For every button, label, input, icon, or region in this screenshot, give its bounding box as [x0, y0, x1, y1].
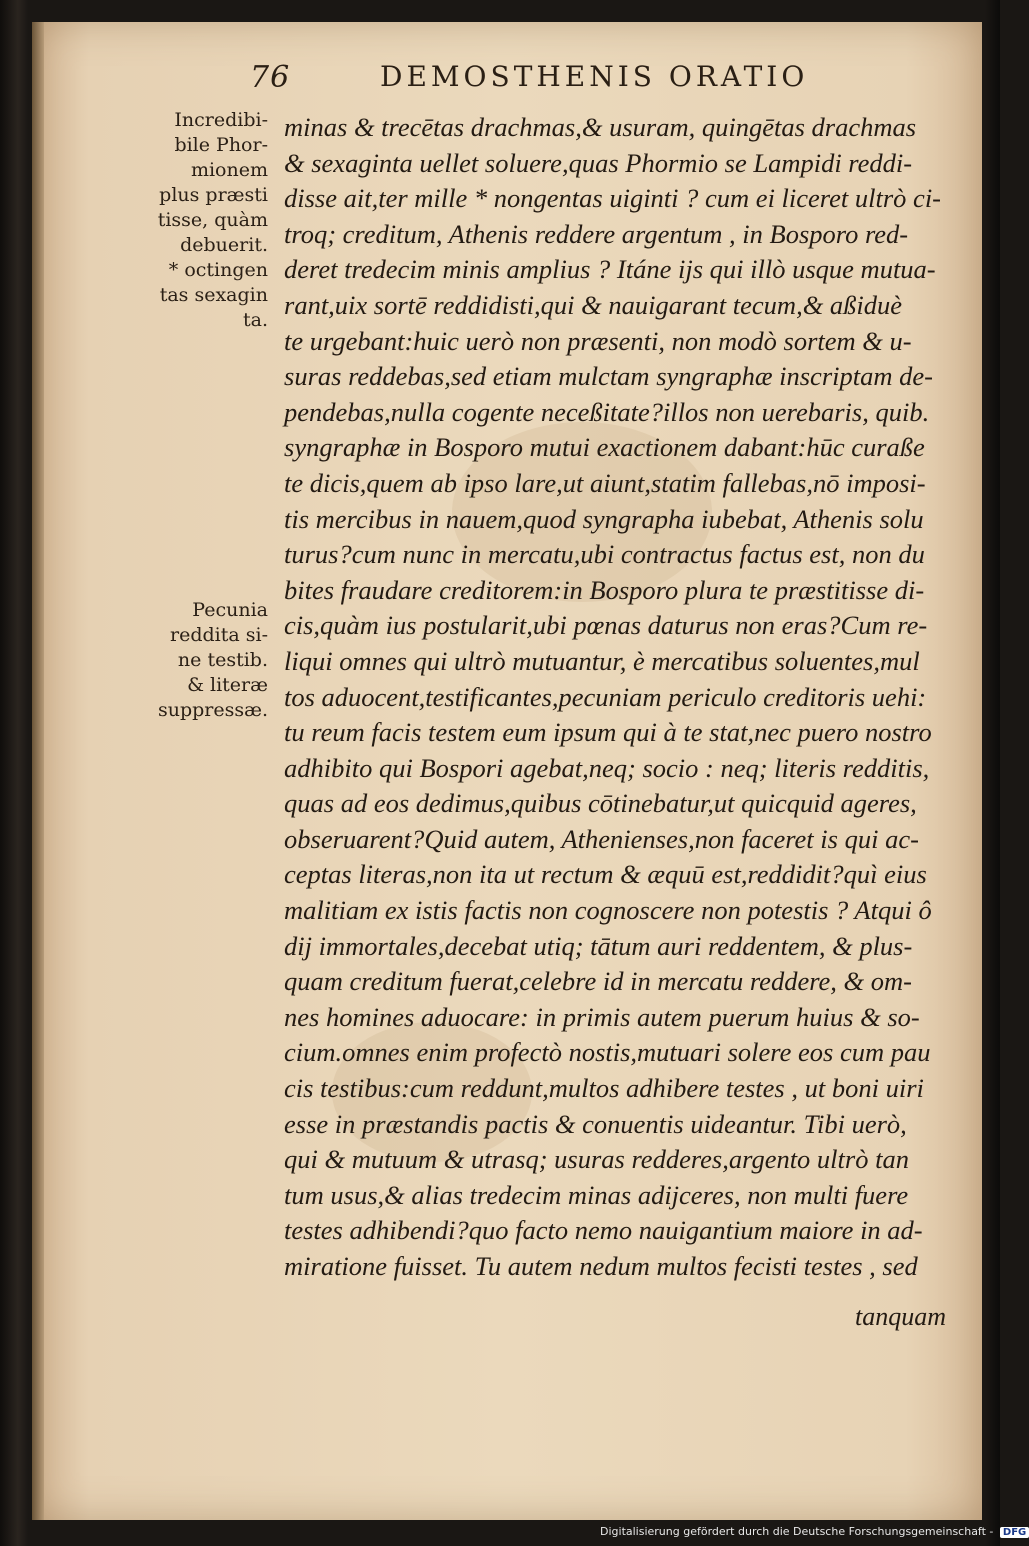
text-line: deret tredecim minis amplius ? Itáne ijs qui illò usque mutua- — [284, 254, 936, 285]
catchword: tanquam — [855, 1302, 946, 1331]
margin-note-line: * octingen — [168, 259, 268, 281]
text-line: malitiam ex istis factis non cognoscere non potestis ? Atqui ô — [284, 895, 932, 926]
text-line: adhibito qui Bospori agebat,neq; socio : neq; literis redditis, — [284, 752, 930, 783]
text-line: miratione fuisset. Tu autem nedum multos fecisti testes , sed — [284, 1251, 918, 1281]
page-gutter — [32, 22, 44, 1520]
text-line: bites fraudare creditorem:in Bosporo plura te præstitisse di- — [284, 574, 925, 605]
text-line: dij immortales,decebat utiq; tātum auri reddentem, & plus- — [284, 930, 913, 961]
text-line: tis mercibus in nauem,quod syngrapha iubebat, Athenis solu — [284, 503, 924, 534]
text-line: cis,quàm ius postularit,ubi pœnas daturus non eras?Cum re- — [284, 610, 928, 641]
text-line: troq; creditum, Athenis reddere argentum , in Bosporo red- — [284, 218, 909, 249]
text-line: tu reum facis testem eum ipsum qui à te stat,nec puero nostro — [284, 717, 932, 748]
text-line: & sexaginta uellet soluere,quas Phormio se Lampidi reddi- — [284, 147, 913, 178]
margin-note-line: ta. — [242, 309, 268, 331]
margin-note-line: plus præsti — [159, 184, 268, 206]
margin-note-line: ne testib. — [177, 649, 268, 671]
text-line: cis testibus:cum reddunt,multos adhibere testes , ut boni uiri — [284, 1073, 924, 1104]
page-number: 76 — [250, 60, 291, 95]
text-line: cium.omnes enim profectò nostis,mutuari solere eos cum pau — [284, 1037, 931, 1068]
margin-note — [150, 108, 268, 333]
text-line: syngraphæ in Bosporo mutui exactionem dabant:hūc curaße — [284, 432, 925, 463]
text-line: obseruarent?Quid autem, Athenienses,non faceret is qui ac- — [284, 823, 919, 854]
margin-note-line: tisse, quàm — [157, 209, 268, 231]
text-line: qui & mutuum & utrasq; usuras redderes,argento ultrò tan — [284, 1144, 909, 1175]
text-line: suras reddebas,sed etiam mulctam syngraphæ inscriptam de- — [284, 361, 933, 392]
text-line: tos aduocent,testificantes,pecuniam periculo creditoris uehi: — [284, 681, 927, 712]
text-line: turus?cum nunc in mercatu,ubi contractus factus est, non du — [284, 539, 925, 570]
text-line: rant,uix sortē reddidisti,qui & nauigarant tecum,& aßiduè — [284, 289, 903, 320]
footer-credit — [600, 1525, 1027, 1543]
text-line: pendebas,nulla cogente neceßitate?illos non uerebaris, quib. — [284, 396, 930, 427]
margin-note-line: mionem — [190, 159, 268, 181]
text-line: quas ad eos dedimus,quibus cōtinebatur,ut quicquid ageres, — [284, 788, 917, 819]
margin-note-line: debuerit. — [180, 234, 268, 256]
text-line: testes adhibendi?quo facto nemo nauigantium maiore in ad- — [284, 1215, 923, 1246]
text-line: minas & trecētas drachmas,& usuram, quingētas drachmas — [284, 112, 917, 142]
margin-note-line: Pecunia — [192, 599, 268, 621]
text-line: esse in præstandis pactis & conuentis uideantur. Tibi uerò, — [284, 1108, 907, 1139]
text-line: ceptas literas,non ita ut rectum & æquū est,reddidit?quì eius — [284, 859, 927, 890]
text-line: liqui omnes qui ultrò mutuantur, è mercatibus soluentes,mul — [284, 645, 920, 676]
margin-note-line: suppressæ. — [157, 699, 268, 721]
dfg-logo: DFG — [1000, 1527, 1029, 1538]
text-line: te dicis,quem ab ipso lare,ut aiunt,statim fallebas,nō imposi- — [284, 467, 926, 498]
text-line: nes homines aduocare: in primis autem puerum huius & so- — [284, 1001, 920, 1032]
main-text-block — [284, 110, 942, 1285]
margin-note-line: reddita si- — [170, 624, 268, 646]
text-line: disse ait,ter mille * nongentas uiginti ? cum ei liceret ultrò ci- — [284, 183, 942, 214]
margin-note-line: & literæ — [187, 674, 268, 696]
margin-note — [150, 598, 268, 723]
running-title: DEMOSTHENIS ORATIO — [380, 60, 809, 93]
margin-note-line: bile Phor- — [174, 134, 268, 156]
text-line: tum usus,& alias tredecim minas adijceres, non multi fuere — [284, 1179, 909, 1210]
running-head — [250, 60, 870, 100]
text-line: te urgebant:huic uerò non præsenti, non modò sortem & u- — [284, 325, 912, 356]
footer-credit-text: Digitalisierung gefördert durch die Deutsche Forschungsgemeinschaft - — [600, 1525, 994, 1538]
margin-note-line: Incredibi- — [174, 109, 268, 131]
text-line: quam creditum fuerat,celebre id in mercatu reddere, & om- — [284, 966, 912, 997]
margin-note-line: tas sexagin — [159, 284, 268, 306]
